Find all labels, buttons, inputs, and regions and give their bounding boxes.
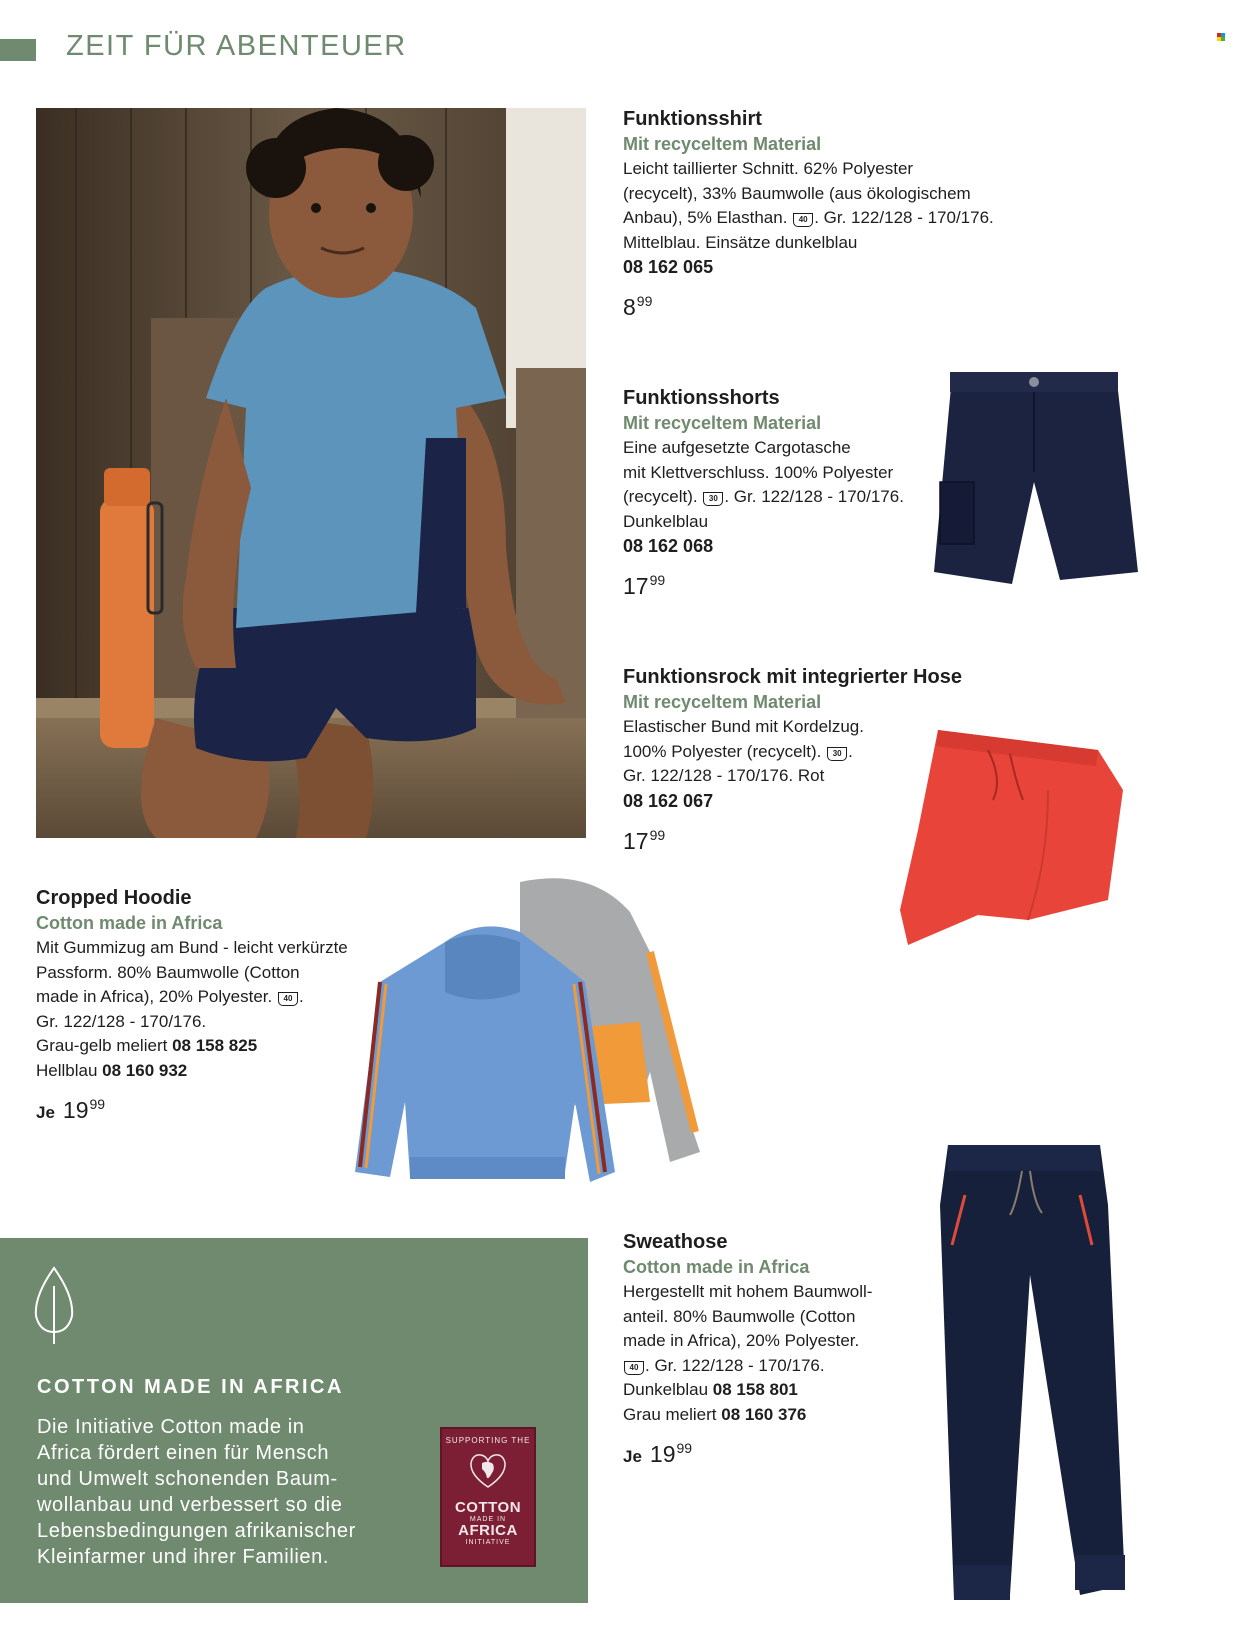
wash-symbol-icon: 40	[624, 1361, 644, 1375]
product-subtitle: Mit recyceltem Material	[623, 692, 822, 712]
heart-africa-icon	[468, 1451, 508, 1491]
product-title: Sweathose	[623, 1231, 728, 1253]
product-sweathose	[623, 1229, 872, 1472]
product-funktionsrock	[623, 664, 962, 856]
product-funktionsshirt	[623, 106, 994, 322]
variant-row: Grau meliert 08 160 376	[623, 1404, 807, 1424]
product-title: Funktionsshorts	[623, 387, 780, 409]
product-subtitle: Cotton made in Africa	[36, 913, 223, 933]
price: Je $19^{99}$	[623, 1440, 693, 1467]
price: $8^{99}$	[623, 293, 653, 320]
info-text: Die Initiative Cotton made in Africa fördert einen für Mensch und Umwelt schonenden Baum- wollanbau und verbessert so die Lebensbedingungen afrikanischer Kleinfarmer und ihrer Familien.	[37, 1416, 356, 1568]
wash-symbol-icon: 40	[793, 213, 813, 227]
corner-logo-icon	[1217, 33, 1225, 41]
header-accent-bar	[0, 39, 36, 61]
cotton-made-in-africa-badge: SUPPORTING THE COTTON MADE IN AFRICA INITIATIVE	[440, 1427, 536, 1567]
wash-symbol-icon: 30	[703, 492, 723, 506]
product-funktionsshorts	[623, 385, 904, 601]
page-title: ZEIT FÜR ABENTEUER	[66, 30, 407, 62]
article-number: 08 162 067	[623, 790, 714, 811]
sweatpants-image	[930, 1145, 1130, 1607]
article-number: 08 162 068	[623, 536, 714, 556]
shorts-image	[930, 372, 1140, 594]
price: $17^{99}$	[623, 572, 666, 599]
product-subtitle: Mit recyceltem Material	[623, 413, 822, 433]
price: $17^{99}$	[623, 826, 666, 854]
variant-row: Hellblau 08 160 932	[36, 1060, 188, 1080]
product-description: Leicht taillierter Schnitt. 62% Polyester (recycelt), 33% Baumwolle (aus ökologischem Anbau), 5% Elasthan. 40 . Gr. 122/128 - 170/176. Mittelblau. Einsätze dunkelblau	[623, 159, 994, 252]
info-heading: COTTON MADE IN AFRICA	[37, 1376, 344, 1398]
wash-symbol-icon: 30	[827, 747, 847, 761]
product-title: Funktionsrock mit integrierter Hose	[623, 666, 962, 688]
product-subtitle: Mit recyceltem Material	[623, 134, 822, 154]
product-description: Eine aufgesetzte Cargotasche mit Klettverschluss. 100% Polyester (recycelt). 30 . Gr. 122/128 - 170/176. Dunkelblau	[623, 438, 904, 531]
wash-symbol-icon: 40	[278, 992, 298, 1006]
product-cropped-hoodie	[36, 885, 348, 1128]
variant-row: Dunkelblau 08 158 801	[623, 1380, 798, 1399]
leaf-icon	[34, 1266, 74, 1346]
product-subtitle: Cotton made in Africa	[623, 1257, 810, 1277]
article-number: 08 162 065	[623, 257, 714, 277]
hoodies-image	[350, 872, 730, 1212]
product-description: Elastischer Bund mit Kordelzug. 100% Polyester (recycelt). 30 . Gr. 122/128 - 170/176. Rot	[623, 717, 864, 785]
product-description: Mit Gummizug am Bund - leicht verkürzte Passform. 80% Baumwolle (Cotton made in Africa), 20% Polyester. 40 . Gr. 122/128 - 170/176. Grau-gelb meliert 08 158 825 Hellblau 08 160 932	[36, 936, 348, 1083]
model-photo	[36, 108, 586, 838]
variant-row: Grau-gelb meliert 08 158 825	[36, 1036, 258, 1055]
product-title: Cropped Hoodie	[36, 887, 192, 909]
price: Je $19^{99}$	[36, 1096, 106, 1123]
product-description: Hergestellt mit hohem Baumwoll- anteil. 80% Baumwolle (Cotton made in Africa), 20% Polyester. 40 . Gr. 122/128 - 170/176. Dunkelblau 08 158 801 Grau meliert 08 160 376	[623, 1280, 872, 1427]
product-title: Funktionsshirt	[623, 108, 762, 130]
